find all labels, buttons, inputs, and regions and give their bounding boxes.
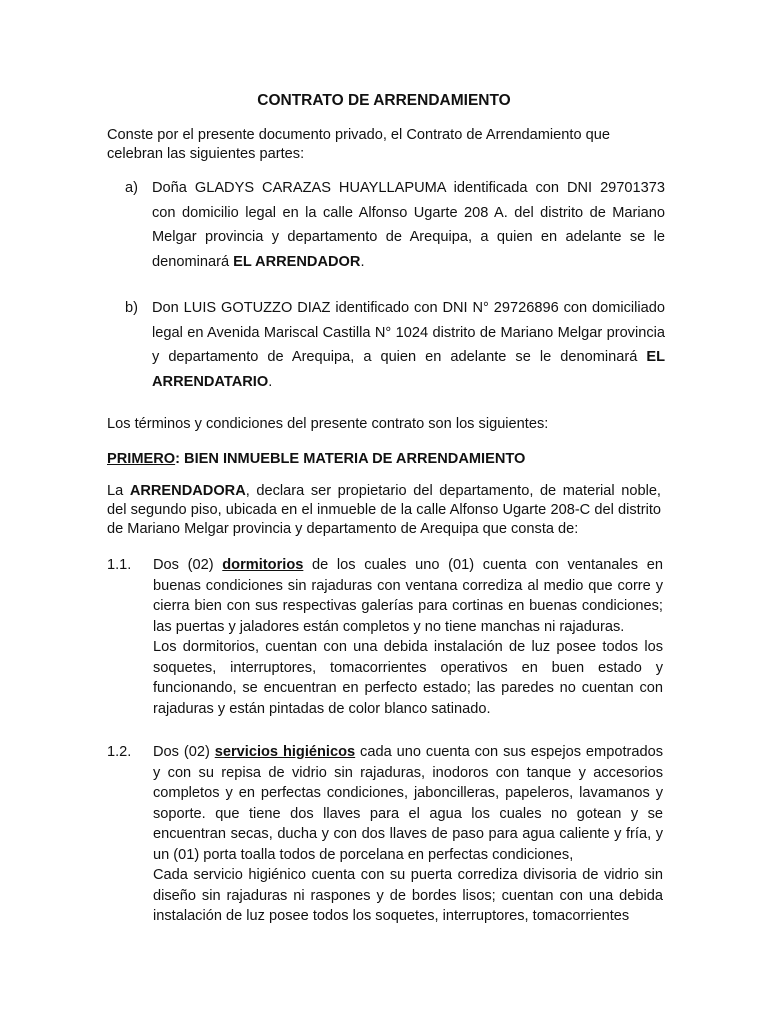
item-description (153, 555, 663, 637)
clause-1-intro (107, 482, 661, 539)
party-a-text (152, 176, 665, 274)
party-a-marker: a) (125, 180, 138, 196)
clause-1-intro-party: ARRENDADORA (129, 483, 246, 499)
clause-1-title: : BIEN INMUEBLE MATERIA DE ARRENDAMIENTO (175, 451, 526, 467)
item-number: 1.1. (107, 557, 132, 573)
party-b-marker: b) (125, 300, 138, 316)
item-text: cada uno cuenta con sus espejos empotrados y con su repisa de vidrio sin rajaduras, inodoros con tanque y accesorios completos y en perfectas condiciones, jaboncilleras, papeleros, lavamanos y soporte. que tiene dos llaves para el agua los cuales no gotean y se encuentran secas, ducha y con dos llaves de paso para agua caliente y fría, y un (01) porta toalla todos de porcelana en perfectas condiciones, (153, 744, 664, 863)
item-term: servicios higiénicos (214, 744, 356, 760)
party-a (125, 176, 665, 274)
list-item (107, 555, 663, 719)
document-title: CONTRATO DE ARRENDAMIENTO (257, 92, 511, 109)
party-b-description: Don LUIS GOTUZZO DIAZ identificado con DNI N° 29726896 con domiciliado legal en Avenida Mariscal Castilla N° 1024 distrito de Mariano Melgar provincia y departamento de Arequipa, a quien en adelante se le denominará (152, 300, 665, 365)
clause-1-intro-text: , declara ser propietario del departamento, de material noble, del segundo piso, ubicada en el inmueble de la calle Alfonso Ugarte 208-C del distrito de Mariano Melgar provincia y departamento de Arequipa que consta de: (107, 483, 661, 537)
item-pre: Dos (02) (153, 557, 223, 573)
item-term: dormitorios (222, 557, 304, 573)
item-extra-paragraph: Cada servicio higiénico cuenta con su puerta corrediza divisoria de vidrio sin diseño sin rajaduras ni raspones y de bordes lisos; cuentan con una debida instalación de luz posee todos los soquetes, interruptores, tomacorrientes (153, 867, 663, 924)
intro-paragraph: Conste por el presente documento privado, el Contrato de Arrendamiento que celebran las siguientes partes: (107, 127, 610, 162)
party-a-description: Doña GLADYS CARAZAS HUAYLLAPUMA identificada con DNI 29701373 con domicilio legal en la calle Alfonso Ugarte 208 A. del distrito de Mariano Melgar provincia y departamento de Arequipa, a quien en adelante se le denominará (152, 180, 665, 270)
party-b-role: EL ARRENDATARIO (152, 349, 665, 390)
party-a-end: . (360, 253, 365, 270)
party-b (125, 296, 665, 394)
item-text: de los cuales uno (01) cuenta con ventanales en buenas condiciones sin rajaduras con ventana corrediza al medio que corre y cierra bien con sus respectivas galerías para cortinas en buenas condiciones; las puertas y jaladores están completos y no tiene manchas ni rajaduras. (153, 557, 663, 635)
item-pre: Dos (02) (153, 744, 215, 760)
party-a-role: EL ARRENDADOR (233, 253, 361, 270)
clause-1-intro-pre: La (107, 483, 130, 499)
clause-1-label: PRIMERO (107, 451, 176, 467)
item-extra-paragraph: Los dormitorios, cuentan con una debida instalación de luz posee todos los soquetes, interruptores, tomacorrientes operativos en buen estado y funcionando, se encuentran en perfecto estado; las paredes no cuentan con rajaduras y están pintadas de color blanco satinado. (153, 639, 663, 717)
item-number: 1.2. (107, 744, 132, 760)
party-b-text (152, 296, 665, 394)
item-body (153, 555, 663, 719)
item-body (153, 742, 663, 927)
terms-intro: Los términos y condiciones del presente contrato son los siguientes: (107, 416, 549, 432)
clause-1-heading (107, 450, 661, 469)
party-b-end: . (268, 373, 273, 390)
item-description (153, 742, 663, 865)
list-item (107, 742, 663, 927)
